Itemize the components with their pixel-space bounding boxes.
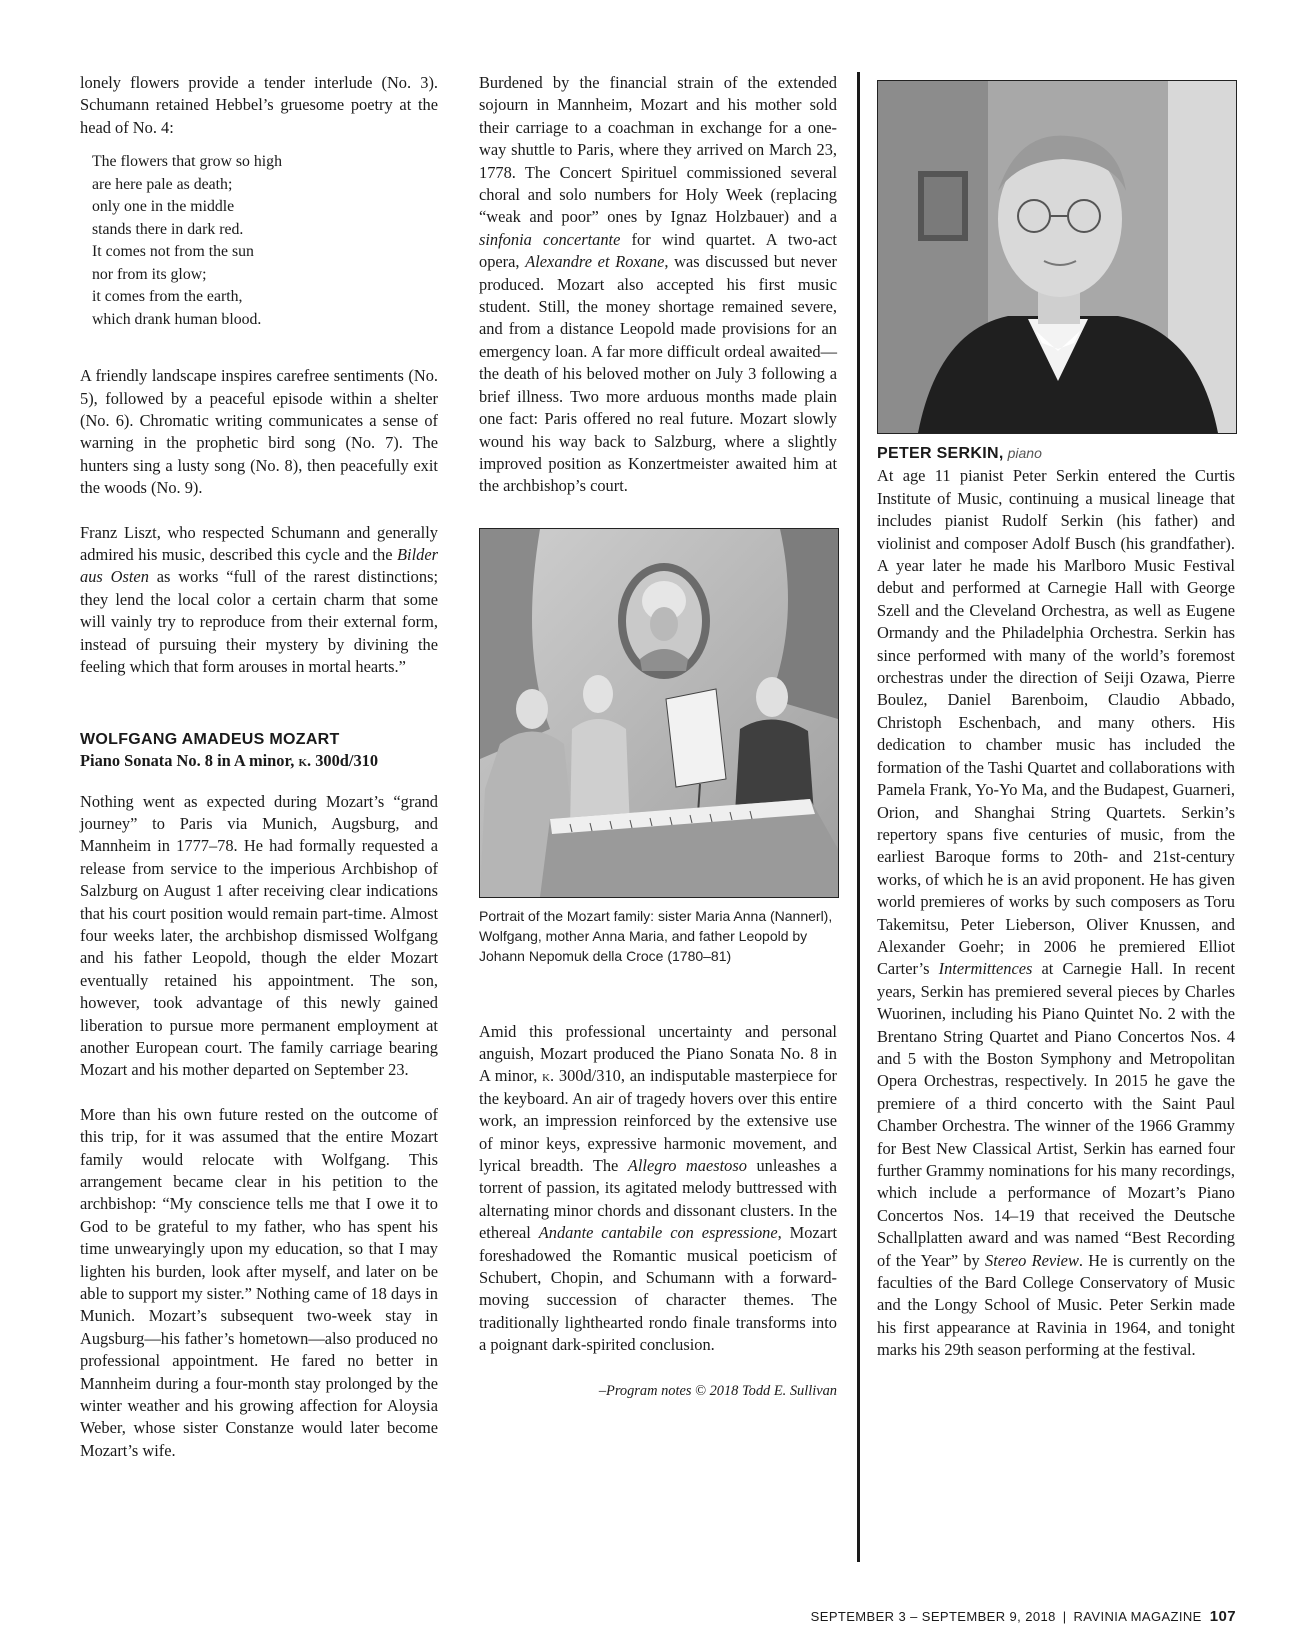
paragraph-liszt: Franz Liszt, who respected Schumann and generally admired his music, described this cycle and the Bilder aus Osten as works “full of the rarest distinctions; they lend the local color a certain charm that some will vainly try to reproduce from their external form, instead of pursuing their mystery by divining the feeling which that form arouses in mortal hearts.” bbox=[80, 522, 438, 677]
footer-dates: SEPTEMBER 3 – SEPTEMBER 9, 2018 bbox=[810, 1609, 1056, 1624]
poem-line: which drank human blood. bbox=[92, 310, 262, 328]
column-divider bbox=[857, 72, 860, 1562]
artist-instrument: piano bbox=[1007, 445, 1042, 461]
paragraph-paris: Burdened by the financial strain of the extended sojourn in Mannheim, Mozart and his mother sold their carriage to a coachman in exchange for a one-way shuttle to Paris, where they arrived on March 23, 1778. The Concert Spirituel commissioned several choral and solo numbers for Holy Week (replacing “weak and poor” ones by Ignaz Holzbauer) and a sinfonia concertante for wind quartet. A two-act opera, Alexandre et Roxane, was discussed but never produced. Mozart also accepted his first music student. Still, the money shortage remained severe, and from a distance Leopold made provisions for an emergency loan. A far more difficult ordeal awaited—the death of his beloved mother on July 3 following a brief illness. Two more arduous months made plain one fact: Paris offered no real future. Mozart slowly wound his way back to Salzburg, where a slightly improved position as Konzertmeister awaited him at the archbishop’s court. bbox=[479, 73, 837, 496]
paragraph-intro: lonely flowers provide a tender interlude (No. 3). Schumann retained Hebbel’s gruesome poetry at the head of No. 4: bbox=[80, 73, 438, 137]
paragraph-landscape: A friendly landscape inspires carefree sentiments (No. 5), followed by a peaceful episode within a shelter (No. 6). Chromatic writing communicates a sense of warning in the prophetic bird song (No. 7). The hunters sing a lusty song (No. 8), then peacefully exit the woods (No. 9). bbox=[80, 366, 438, 498]
portrait-caption: Portrait of the Mozart family: sister Maria Anna (Nannerl), Wolfgang, mother Anna Maria, and father Leopold by Johann Nepomuk della Croce (1780–81) bbox=[479, 907, 833, 965]
poem-line: stands there in dark red. bbox=[92, 220, 244, 238]
portrait-illustration bbox=[480, 529, 838, 897]
program-notes-credit: –Program notes © 2018 Todd E. Sullivan bbox=[598, 1382, 837, 1399]
portrait-photo bbox=[878, 81, 1236, 433]
column-3 bbox=[877, 80, 1235, 1362]
paragraph-family: More than his own future rested on the outcome of this trip, for it was assumed that the entire Mozart family would relocate with Wolfgang. This arrangement became clear in his petition to the archbishop: “My conscience tells me that I owe it to God to be grateful to my father, who has spent his time unwearyingly upon my education, so that I may lighten his burden, look after myself, and later on be able to support my sister.” Nothing came of 18 days in Munich. Mozart’s subsequent two-week stay in Augsburg—his father’s hometown—also produced no professional appointment. He fared no better in Mannheim during a four-month stay prolonged by the winter weather and his growing affection for Aloysia Weber, whose sister Constanze would later become Mozart’s wife. bbox=[80, 1104, 438, 1460]
paragraph-journey: Nothing went as expected during Mozart’s “grand journey” to Paris via Munich, Augsburg, and Mannheim in 1777–78. He had formally requested a release from service to the imperious Archbishop of Salzburg on August 1 after receiving clear indications that his court position would remain part-time. Almost four weeks later, the archbishop dismissed Wolfgang and his father Leopold, though the elder Mozart eventually retained his appointment. The son, however, took advantage of this newly gained liberation to pursue more permanent employment at another European court. The family carriage bearing Mozart and his mother departed on September 23. bbox=[80, 791, 438, 1080]
mozart-family-portrait bbox=[479, 528, 839, 898]
artist-name: PETER SERKIN, bbox=[877, 445, 1004, 462]
artist-heading bbox=[877, 442, 1235, 465]
poem-line: The flowers that grow so high bbox=[92, 153, 282, 171]
poem-line: are here pale as death; bbox=[92, 175, 233, 193]
work-heading: Piano Sonata No. 8 in A minor, k. 300d/310 bbox=[80, 750, 379, 770]
footer-magazine: RAVINIA MAGAZINE bbox=[1073, 1609, 1202, 1624]
peter-serkin-photo bbox=[877, 80, 1237, 434]
column-2 bbox=[479, 72, 837, 1400]
poem-line: nor from its glow; bbox=[92, 265, 207, 283]
column-1 bbox=[80, 72, 438, 1462]
artist-bio: At age 11 pianist Peter Serkin entered the Curtis Institute of Music, continuing a musical lineage that includes pianist Rudolf Serkin (his father) and violinist and composer Adolf Busch (his grandfather). A year later he made his Marlboro Music Festival debut and performed at Carnegie Hall with George Szell and the Cleveland Orchestra, as well as Eugene Ormandy and the Philadelphia Orchestra. Serkin has since performed with many of the world’s foremost orchestras under the direction of Seiji Ozawa, Pierre Boulez, Daniel Barenboim, Claudio Abbado, Christoph Eschenbach, and many others. His dedication to chamber music has included the formation of the Tashi Quartet and collaborations with Pamela Frank, Yo-Yo Ma, and the Budapest, Guarneri, Orion, and Shanghai String Quartets. Serkin’s repertory spans five centuries of music, from the earliest Baroque forms to 20th- and 21st-century works, of which he is an avid proponent. He has given world premieres of works by such composers as Toru Takemitsu, Peter Lieberson, Oliver Knussen, and Alexander Goehr; in 2006 he premiered Elliot Carter’s Intermittences at Carnegie Hall. In recent years, Serkin has premiered several pieces by Charles Wuorinen, including his Piano Quintet No. 2 with the Brentano String Quartet and Piano Concertos Nos. 4 and 5 with the Boston Symphony and Metropolitan Opera Orchestras, respectively. In 2015 he gave the premiere of a third concerto with the Saint Paul Chamber Orchestra. The winner of the 1966 Grammy for Best New Classical Artist, Serkin has earned four further Grammy nominations for his many recordings, which include a performance of Mozart’s Piano Concertos Nos. 14–19 that received the Deutsche Schallplatten award and was named “Best Recording of the Year” by Stereo Review. He is currently on the faculties of the Bard College Conservatory of Music and the Longy School of Music. Peter Serkin made his first appearance at Ravinia in 1964, and tonight marks his 29th season performing at the festival. bbox=[877, 466, 1236, 1360]
paragraph-sonata: Amid this professional uncertainty and personal anguish, Mozart produced the Piano Sonata No. 8 in A minor, k. 300d/310, an indisputable masterpiece for the keyboard. An air of tragedy hovers over this entire work, an impression reinforced by the extensive use of minor keys, expressive harmonic movement, and lyrical breadth. The Allegro maestoso unleashes a torrent of passion, its agitated melody buttressed with alternating minor chords and dissonant clusters. In the ethereal Andante cantabile con espressione, Mozart foreshadowed the Romantic musical poeticism of Schubert, Chopin, and Schumann with a forward-moving succession of character themes. The traditionally lighthearted rondo finale transforms into a poignant dark-spirited conclusion. bbox=[479, 1021, 837, 1355]
italic-title: Bilder aus Osten bbox=[80, 545, 438, 587]
poem-line: It comes not from the sun bbox=[92, 243, 254, 261]
poem-line: it comes from the earth, bbox=[92, 288, 243, 306]
page-number: 107 bbox=[1209, 1608, 1236, 1625]
page-footer bbox=[811, 1608, 1236, 1625]
poem bbox=[92, 151, 438, 331]
composer-heading: WOLFGANG AMADEUS MOZART bbox=[80, 730, 340, 748]
footer-separator: | bbox=[1062, 1609, 1067, 1624]
poem-line: only one in the middle bbox=[92, 198, 235, 216]
